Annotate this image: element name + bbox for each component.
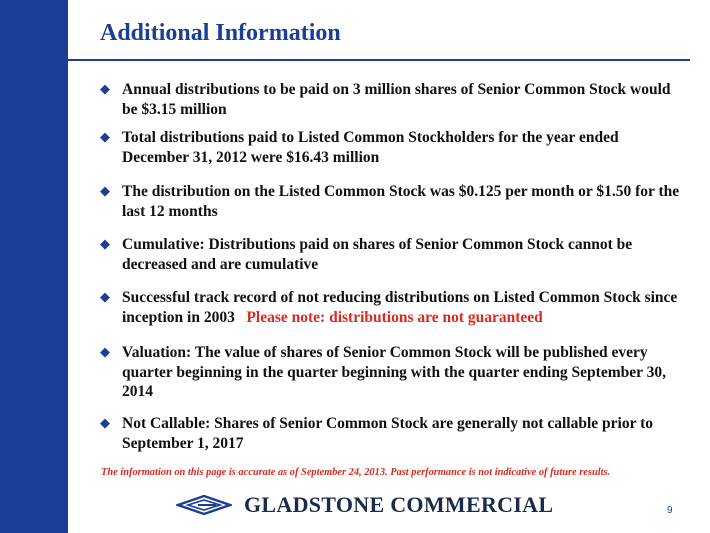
bullet-item-4 bbox=[100, 235, 680, 274]
page-number: 9 bbox=[667, 505, 673, 516]
bullet-text: Cumulative: Distributions paid on shares of Senior Common Stock cannot be decreased and are cumulative bbox=[122, 236, 633, 273]
bullet-item-6 bbox=[100, 343, 680, 402]
bullet-item-2 bbox=[100, 128, 680, 167]
bullet-text: The distribution on the Listed Common Stock was $0.125 per month or $1.50 for the last 12 months bbox=[122, 183, 680, 220]
bullet-text bbox=[122, 288, 680, 327]
bullet-text: Total distributions paid to Listed Common Stockholders for the year ended December 31, 2012 were $16.43 million bbox=[122, 129, 619, 166]
gladstone-logo-icon bbox=[176, 494, 232, 516]
bullet-item-5 bbox=[100, 288, 680, 327]
diamond-bullet-icon: ◆ bbox=[100, 237, 110, 252]
disclaimer-text: The information on this page is accurate as of September 24, 2013. Past performance is not indicative of future results. bbox=[101, 467, 611, 478]
diamond-bullet-icon: ◆ bbox=[100, 130, 110, 145]
bullet-item-7 bbox=[100, 414, 680, 453]
guarantee-warning: Please note: distributions are not guaranteed bbox=[246, 308, 543, 326]
page-title: Additional Information bbox=[100, 20, 341, 46]
diamond-bullet-icon: ◆ bbox=[100, 184, 110, 199]
left-sidebar-band bbox=[0, 0, 68, 533]
diamond-bullet-icon: ◆ bbox=[100, 82, 110, 97]
bullet-item-3 bbox=[100, 182, 680, 221]
company-logo bbox=[176, 492, 553, 518]
bullet-text: Valuation: The value of shares of Senior Common Stock will be published every quarter beginning in the quarter beginning with the quarter ending September 30, 2014 bbox=[122, 344, 666, 400]
bullet-text: Not Callable: Shares of Senior Common Stock are generally not callable prior to September 1, 2017 bbox=[122, 415, 653, 452]
bullet-main-text: Successful track record of not reducing distributions on Listed Common Stock since inception in 2003 bbox=[122, 289, 678, 326]
bullet-item-1 bbox=[100, 80, 680, 119]
diamond-bullet-icon: ◆ bbox=[100, 345, 110, 360]
title-divider bbox=[20, 59, 690, 61]
diamond-bullet-icon: ◆ bbox=[100, 290, 110, 305]
bullet-text: Annual distributions to be paid on 3 million shares of Senior Common Stock would be $3.15 million bbox=[122, 81, 671, 118]
diamond-bullet-icon: ◆ bbox=[100, 416, 110, 431]
logo-wordmark: GLADSTONE COMMERCIAL bbox=[244, 492, 554, 517]
